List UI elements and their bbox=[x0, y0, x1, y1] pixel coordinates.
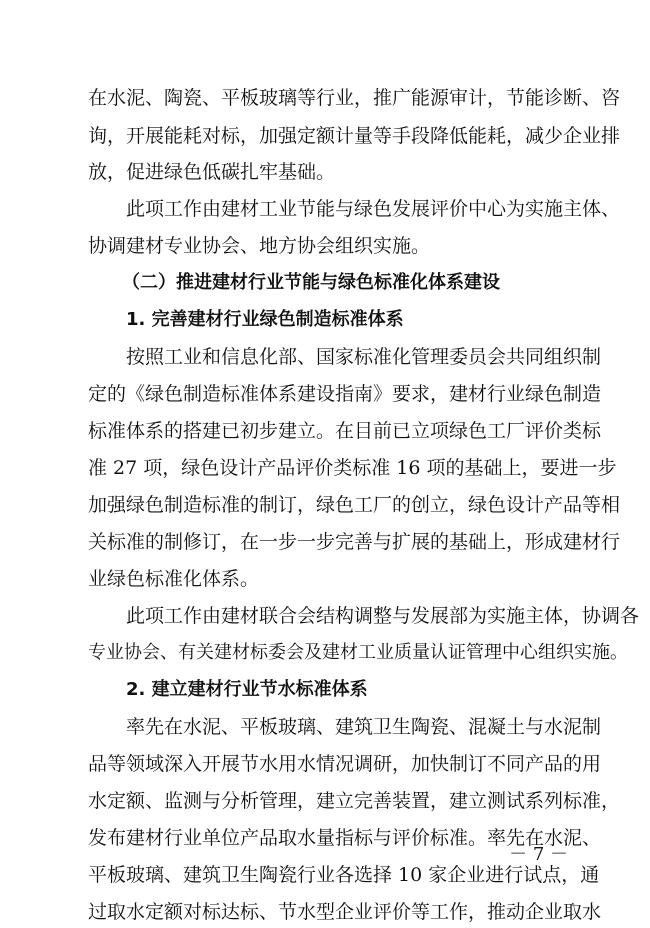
paragraph-line: 业绿色标准化体系。 bbox=[88, 568, 260, 590]
subsection-heading: 1. 完善建材行业绿色制造标准体系 bbox=[126, 309, 404, 330]
paragraph-line: 水定额、监测与分析管理，建立完善装置，建立测试系列标准， bbox=[88, 790, 621, 812]
paragraph-line: 定的《绿色制造标准体系建设指南》要求，建材行业绿色制造 bbox=[88, 383, 602, 405]
page-number: － 7 － bbox=[509, 844, 568, 865]
paragraph-line: 在水泥、陶瓷、平板玻璃等行业，推广能源审计，节能诊断、咨 bbox=[88, 87, 621, 109]
paragraph-line: 准 27 项，绿色设计产品评价类标准 16 项的基础上，要进一步 bbox=[88, 457, 617, 479]
paragraph-line: 按照工业和信息化部、国家标准化管理委员会共同组织制 bbox=[126, 346, 602, 368]
section-heading: （二）推进建材行业节能与绿色标准化体系建设 bbox=[122, 272, 500, 293]
paragraph-line: 放，促进绿色低碳扎牢基础。 bbox=[88, 161, 336, 183]
paragraph-line: 关标准的制修订，在一步一步完善与扩展的基础上，形成建材行 bbox=[88, 531, 621, 553]
paragraph-line: 加强绿色制造标准的制订，绿色工厂的创立，绿色设计产品等相 bbox=[88, 494, 621, 516]
paragraph-line: 平板玻璃、建筑卫生陶瓷行业各选择 10 家企业进行试点，通 bbox=[88, 864, 600, 886]
paragraph-line: 发布建材行业单位产品取水量指标与评价标准。率先在水泥、 bbox=[88, 827, 602, 849]
paragraph-line: 此项工作由建材工业节能与绿色发展评价中心为实施主体、 bbox=[126, 198, 621, 220]
paragraph-line: 品等领域深入开展节水用水情况调研，加快制订不同产品的用 bbox=[88, 753, 602, 775]
paragraph-line: 询，开展能耗对标，加强定额计量等手段降低能耗，减少企业排 bbox=[88, 125, 621, 147]
paragraph-line: 率先在水泥、平板玻璃、建筑卫生陶瓷、混凝土与水泥制 bbox=[126, 716, 602, 738]
paragraph-line: 专业协会、有关建材标委会及建材工业质量认证管理中心组织实施。 bbox=[88, 642, 628, 663]
subsection-heading: 2. 建立建材行业节水标准体系 bbox=[126, 679, 368, 700]
paragraph-line: 此项工作由建材联合会结构调整与发展部为实施主体，协调各 bbox=[126, 605, 640, 627]
paragraph-line: 协调建材专业协会、地方协会组织实施。 bbox=[88, 235, 431, 257]
paragraph-line: 标准体系的搭建已初步建立。在目前已立项绿色工厂评价类标 bbox=[88, 420, 602, 442]
paragraph-line: 过取水定额对标达标、节水型企业评价等工作，推动企业取水 bbox=[88, 901, 602, 923]
